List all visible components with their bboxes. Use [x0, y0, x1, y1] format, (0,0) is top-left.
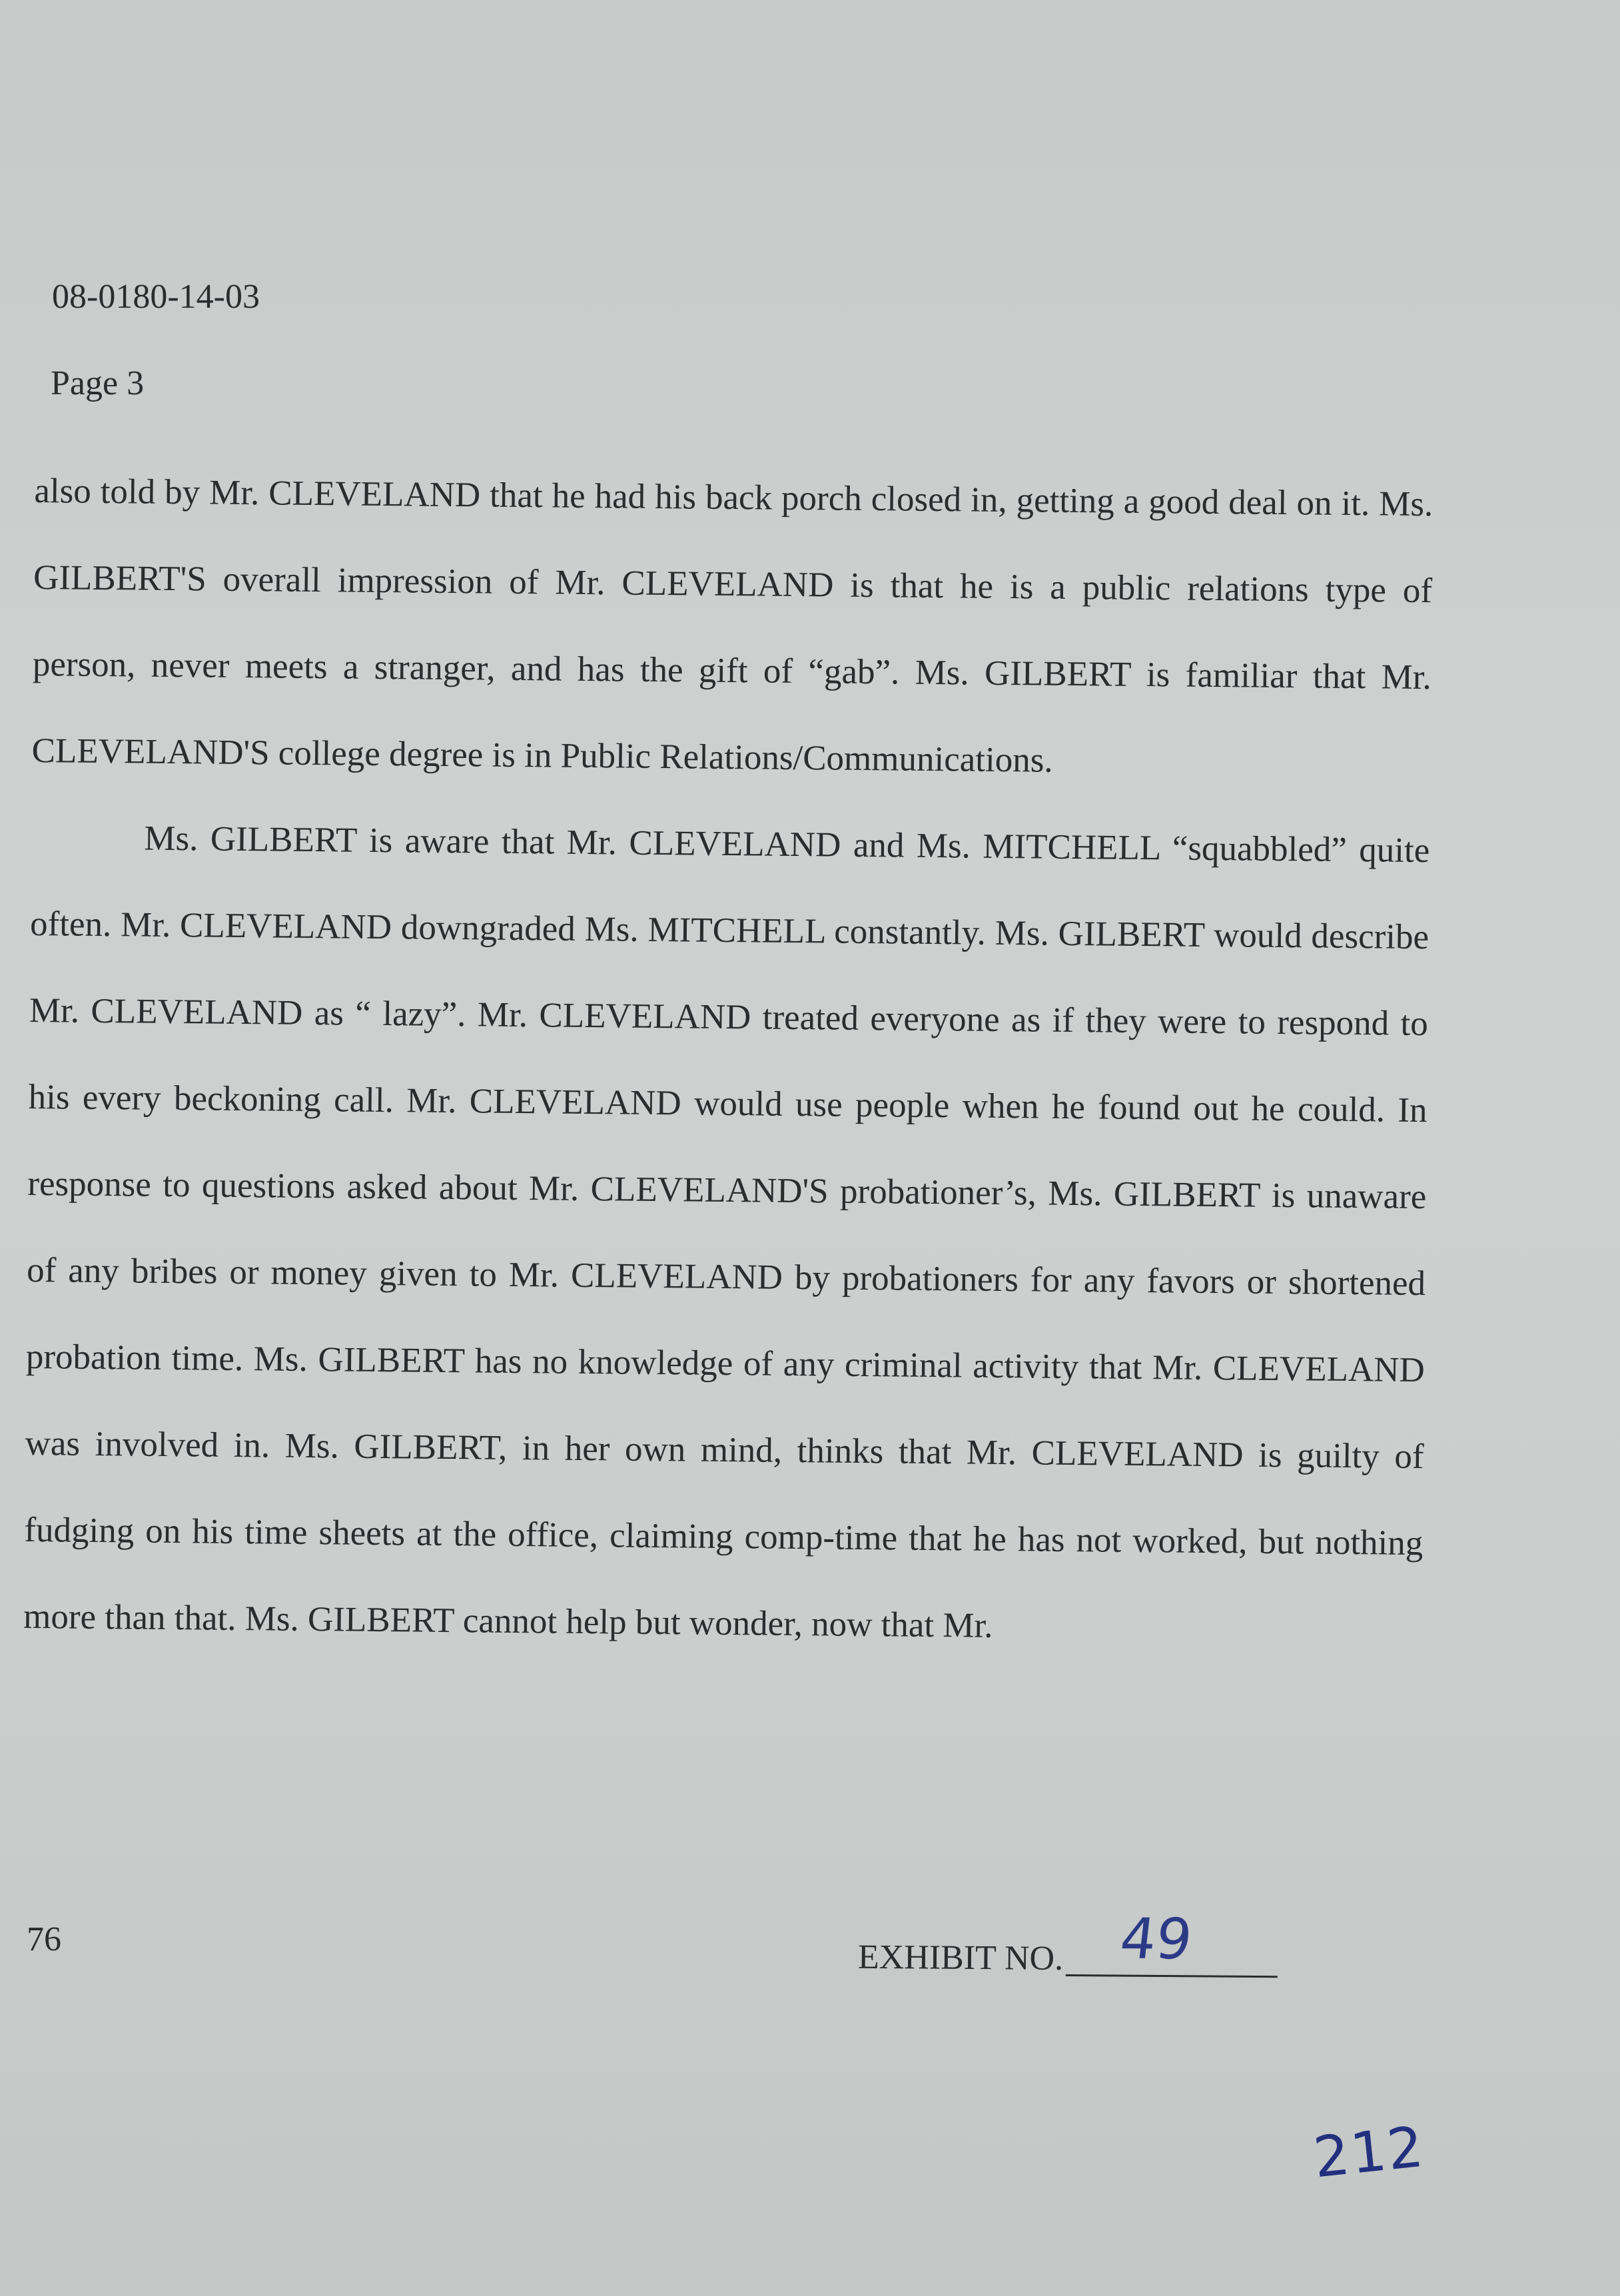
paragraph-2: Ms. GILBERT is aware that Mr. CLEVELAND and Ms. MITCHELL “squabbled” quite often. Mr. CLEVELAND downgraded Ms. MITCHELL constantly. Ms. GILBERT would describe Mr. CLEVELAND as “ lazy”. Mr. CLEVELAND treated everyone as if they were to respond to his every beckoning call. Mr. CLEVELAND would use people when he found out he could. In response to questions asked about Mr. CLEVELAND'S probationer’s, Ms. GILBERT is unaware of any bribes or money given to Mr. CLEVELAND by probationers for any favors or shortened probation time. Ms. GILBERT has no knowledge of any criminal activity that Mr. CLEVELAND was involved in. Ms. GILBERT, in her own mind, thinks that Mr. CLEVELAND is guilty of fudging on his time sheets at the office, claiming comp-time that he has not worked, but nothing more than that. Ms. GILBERT cannot help but wonder, now that Mr. — [23, 819, 1430, 1645]
page-label: Page 3 — [51, 364, 145, 402]
body-text — [23, 448, 1433, 1673]
exhibit-number-handwritten: 49 — [1116, 1906, 1196, 1972]
exhibit-underline — [1066, 1906, 1278, 1978]
bates-number-handwritten: 212 — [1310, 2113, 1428, 2191]
paragraph-1: also told by Mr. CLEVELAND that he had his back porch closed in, getting a good deal on it. Ms. GILBERT'S overall impression of Mr. CLEVELAND is that he is a public relations type of person, never meets a stranger, and has the gift of “gab”. Ms. GILBERT is familiar that Mr. CLEVELAND'S college degree is in Public Relations/Communications. — [31, 471, 1433, 780]
exhibit-field — [857, 1906, 1278, 1978]
exhibit-label: EXHIBIT NO. — [857, 1938, 1064, 1978]
case-number: 08-0180-14-03 — [52, 278, 260, 316]
page-number: 76 — [27, 1920, 61, 1958]
